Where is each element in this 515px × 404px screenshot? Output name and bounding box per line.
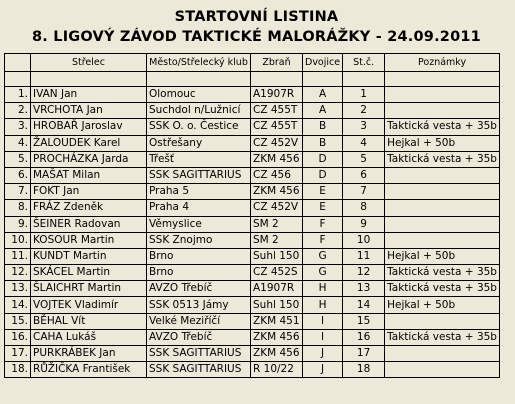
cell-weapon: CZ 452S: [251, 265, 303, 281]
cell-num: 15.: [5, 313, 31, 329]
table-body: [5, 72, 500, 378]
cell-pair: B: [303, 119, 343, 135]
cell-club: SSK Znojmo: [147, 232, 251, 248]
start-list-sheet: [1, 1, 512, 401]
cell-pair: E: [303, 200, 343, 216]
cell-num: 1.: [5, 87, 31, 103]
cell-num: 12.: [5, 265, 31, 281]
cell-start: 7: [343, 184, 385, 200]
cell-weapon: CZ 455T: [251, 103, 303, 119]
cell-start: 10: [343, 232, 385, 248]
cell-start: 13: [343, 281, 385, 297]
cell-pair: E: [303, 184, 343, 200]
cell-club: AVZO Třebíč: [147, 281, 251, 297]
spacer-cell: [5, 72, 31, 87]
cell-start: 1: [343, 87, 385, 103]
cell-pair: F: [303, 216, 343, 232]
cell-start: 5: [343, 151, 385, 167]
col-header-num: [5, 54, 31, 72]
cell-start: 2: [343, 103, 385, 119]
col-header-start: St.č.: [343, 54, 385, 72]
cell-notes: [385, 216, 500, 232]
cell-pair: D: [303, 167, 343, 183]
cell-shooter: PURKRÁBEK Jan: [31, 346, 147, 362]
cell-notes: [385, 232, 500, 248]
cell-club: Brno: [147, 265, 251, 281]
cell-num: 16.: [5, 329, 31, 345]
cell-start: 11: [343, 248, 385, 264]
cell-club: Ostřešany: [147, 135, 251, 151]
cell-shooter: SKÁCEL Martin: [31, 265, 147, 281]
cell-club: Suchdol n/Lužnicí: [147, 103, 251, 119]
cell-club: Praha 5: [147, 184, 251, 200]
cell-notes: Hejkal + 50b: [385, 297, 500, 313]
cell-start: 6: [343, 167, 385, 183]
cell-num: 14.: [5, 297, 31, 313]
col-header-club: Město/Střelecký klub: [147, 54, 251, 72]
cell-num: 18.: [5, 362, 31, 378]
cell-club: SSK 0513 Jámy: [147, 297, 251, 313]
table-row: [5, 135, 500, 151]
cell-pair: F: [303, 232, 343, 248]
cell-pair: G: [303, 265, 343, 281]
cell-notes: [385, 313, 500, 329]
cell-shooter: KOSOUR Martin: [31, 232, 147, 248]
table-row: [5, 103, 500, 119]
cell-num: 17.: [5, 346, 31, 362]
cell-club: Velké Meziříčí: [147, 313, 251, 329]
cell-club: SSK SAGITTARIUS: [147, 346, 251, 362]
cell-pair: J: [303, 362, 343, 378]
cell-shooter: CAHA Lukáš: [31, 329, 147, 345]
spacer-cell: [147, 72, 251, 87]
cell-notes: Hejkal + 50b: [385, 248, 500, 264]
cell-num: 11.: [5, 248, 31, 264]
cell-weapon: A1907R: [251, 87, 303, 103]
table-row: [5, 184, 500, 200]
cell-shooter: ŽALOUDEK Karel: [31, 135, 147, 151]
cell-num: 3.: [5, 119, 31, 135]
cell-pair: H: [303, 297, 343, 313]
cell-num: 8.: [5, 200, 31, 216]
col-header-weapon: Zbraň: [251, 54, 303, 72]
cell-shooter: VOJTEK Vladimír: [31, 297, 147, 313]
cell-shooter: FRÁZ Zdeněk: [31, 200, 147, 216]
cell-club: Třešť: [147, 151, 251, 167]
cell-pair: I: [303, 313, 343, 329]
cell-start: 16: [343, 329, 385, 345]
table-row: [5, 119, 500, 135]
spacer-cell: [251, 72, 303, 87]
cell-weapon: R 10/22: [251, 362, 303, 378]
cell-num: 7.: [5, 184, 31, 200]
cell-shooter: FOKT Jan: [31, 184, 147, 200]
cell-club: Věmyslice: [147, 216, 251, 232]
cell-notes: [385, 87, 500, 103]
cell-start: 14: [343, 297, 385, 313]
cell-club: AVZO Třebíč: [147, 329, 251, 345]
table-row: [5, 232, 500, 248]
cell-notes: [385, 362, 500, 378]
table-row: [5, 313, 500, 329]
cell-notes: Taktická vesta + 35b: [385, 119, 500, 135]
cell-num: 4.: [5, 135, 31, 151]
cell-start: 3: [343, 119, 385, 135]
table-row: [5, 329, 500, 345]
table-row: [5, 151, 500, 167]
cell-notes: [385, 167, 500, 183]
spacer-cell: [385, 72, 500, 87]
cell-weapon: ZKM 451: [251, 313, 303, 329]
cell-shooter: ŠEINER Radovan: [31, 216, 147, 232]
cell-start: 15: [343, 313, 385, 329]
cell-weapon: SM 2: [251, 232, 303, 248]
table-row: [5, 346, 500, 362]
col-header-shooter: Střelec: [31, 54, 147, 72]
cell-start: 12: [343, 265, 385, 281]
cell-notes: [385, 346, 500, 362]
cell-notes: Taktická vesta + 35b: [385, 281, 500, 297]
table-row: [5, 265, 500, 281]
cell-pair: I: [303, 329, 343, 345]
col-header-notes: Poznámky: [385, 54, 500, 72]
cell-club: SSK SAGITTARIUS: [147, 167, 251, 183]
spacer-cell: [31, 72, 147, 87]
cell-num: 13.: [5, 281, 31, 297]
start-list-table: [4, 53, 500, 378]
cell-weapon: ZKM 456: [251, 184, 303, 200]
cell-num: 10.: [5, 232, 31, 248]
col-header-pair: Dvojice: [303, 54, 343, 72]
cell-weapon: ZKM 456: [251, 151, 303, 167]
cell-shooter: PROCHÁZKA Jarda: [31, 151, 147, 167]
cell-notes: [385, 200, 500, 216]
cell-weapon: SM 2: [251, 216, 303, 232]
cell-num: 5.: [5, 151, 31, 167]
cell-shooter: RŮŽIČKA František: [31, 362, 147, 378]
cell-num: 2.: [5, 103, 31, 119]
table-row: [5, 281, 500, 297]
cell-shooter: HROBAŘ Jaroslav: [31, 119, 147, 135]
cell-weapon: A1907R: [251, 281, 303, 297]
table-row: [5, 362, 500, 378]
spacer-cell: [343, 72, 385, 87]
cell-num: 6.: [5, 167, 31, 183]
cell-club: Brno: [147, 248, 251, 264]
cell-start: 18: [343, 362, 385, 378]
cell-shooter: KUNDT Martin: [31, 248, 147, 264]
page-title: STARTOVNÍ LISTINA: [174, 9, 339, 25]
table-row: [5, 297, 500, 313]
cell-start: 4: [343, 135, 385, 151]
cell-weapon: Suhl 150: [251, 248, 303, 264]
spacer-cell: [303, 72, 343, 87]
cell-shooter: BĚHAL Vít: [31, 313, 147, 329]
page-subtitle: 8. LIGOVÝ ZÁVOD TAKTICKÉ MALORÁŽKY - 24.09.2011: [32, 29, 481, 45]
cell-notes: [385, 184, 500, 200]
cell-club: SSK SAGITTARIUS: [147, 362, 251, 378]
cell-start: 17: [343, 346, 385, 362]
cell-pair: H: [303, 281, 343, 297]
cell-club: Olomouc: [147, 87, 251, 103]
cell-shooter: MAŠAT Milan: [31, 167, 147, 183]
cell-pair: D: [303, 151, 343, 167]
table-row: [5, 167, 500, 183]
table-row: [5, 87, 500, 103]
cell-pair: A: [303, 103, 343, 119]
cell-notes: Taktická vesta + 35b: [385, 265, 500, 281]
cell-weapon: CZ 455T: [251, 119, 303, 135]
cell-shooter: IVAN Jan: [31, 87, 147, 103]
cell-notes: Taktická vesta + 35b: [385, 151, 500, 167]
cell-pair: B: [303, 135, 343, 151]
cell-num: 9.: [5, 216, 31, 232]
cell-weapon: ZKM 456: [251, 329, 303, 345]
table-row: [5, 248, 500, 264]
cell-weapon: CZ 456: [251, 167, 303, 183]
cell-club: Praha 4: [147, 200, 251, 216]
cell-pair: A: [303, 87, 343, 103]
cell-notes: Hejkal + 50b: [385, 135, 500, 151]
title-block: [1, 7, 512, 47]
cell-start: 8: [343, 200, 385, 216]
spacer-row: [5, 72, 500, 87]
cell-pair: J: [303, 346, 343, 362]
cell-start: 9: [343, 216, 385, 232]
cell-shooter: VRCHOTA Jan: [31, 103, 147, 119]
cell-shooter: ŠLAICHRT Martin: [31, 281, 147, 297]
cell-notes: Taktická vesta + 35b: [385, 329, 500, 345]
cell-club: SSK O. o. Čestice: [147, 119, 251, 135]
cell-weapon: CZ 452V: [251, 200, 303, 216]
cell-weapon: Suhl 150: [251, 297, 303, 313]
table-row: [5, 200, 500, 216]
cell-notes: [385, 103, 500, 119]
cell-pair: G: [303, 248, 343, 264]
table-row: [5, 216, 500, 232]
cell-weapon: CZ 452V: [251, 135, 303, 151]
header-row: [5, 54, 500, 72]
cell-weapon: ZKM 456: [251, 346, 303, 362]
